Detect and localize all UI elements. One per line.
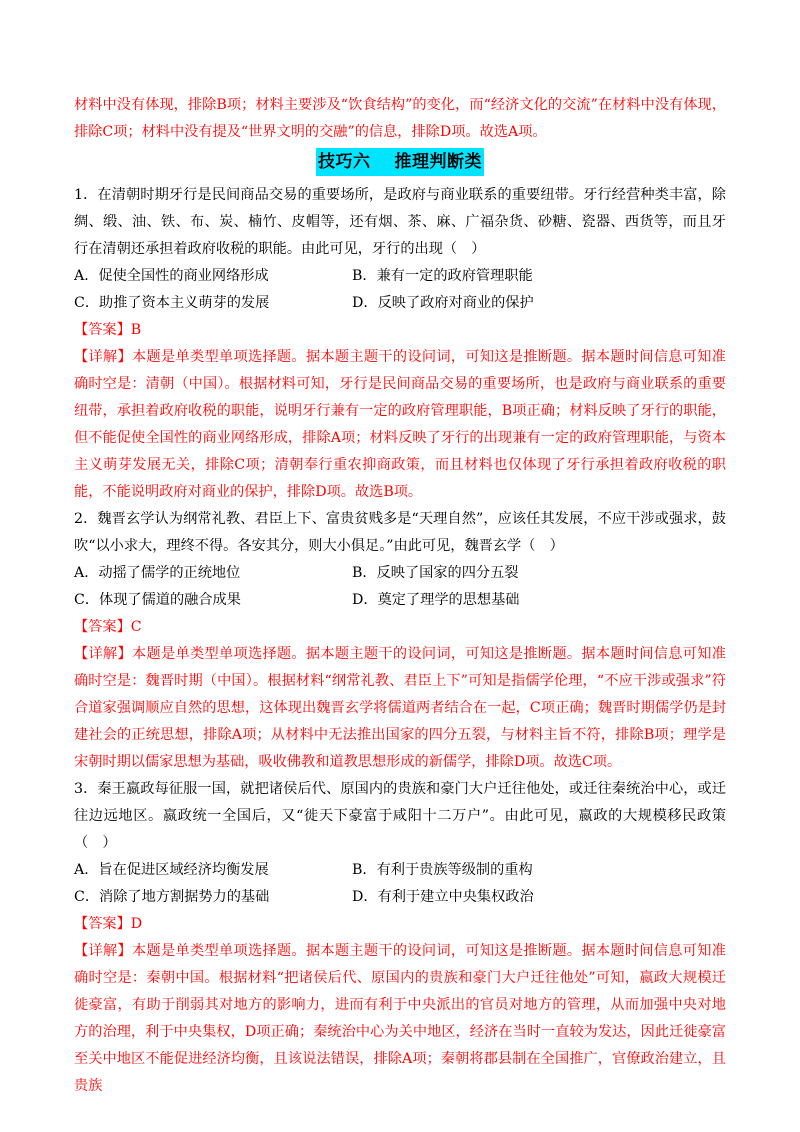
section-heading-part1: 技巧六 bbox=[318, 152, 371, 172]
explanation bbox=[74, 344, 726, 506]
question-stem: 3．秦王嬴政每征服一国，就把诸侯后代、原国内的贵族和豪门大户迁往他处，或迁往秦统治中心，或迁往边远地区。嬴政统一全国后，又“徙天下豪富于咸阳十二万户”。由此可见，嬴政的大规模移民政策（ ） bbox=[74, 781, 726, 851]
explanation-label: 【详解】 bbox=[74, 943, 132, 959]
option-b: B．兼有一定的政府管理职能 bbox=[352, 268, 533, 284]
options-grid bbox=[74, 857, 726, 911]
question-3 bbox=[74, 776, 726, 1100]
answer-line bbox=[74, 317, 726, 344]
answer-label: 【答案】 bbox=[74, 916, 131, 932]
explanation-label: 【详解】 bbox=[74, 646, 132, 662]
question-2 bbox=[74, 506, 726, 776]
option-d: D．有利于建立中央集权政治 bbox=[352, 889, 534, 905]
answer-value: D bbox=[130, 916, 143, 932]
answer-label: 【答案】 bbox=[74, 619, 131, 635]
question-stem: 2．魏晋玄学认为纲常礼教、君臣上下、富贵贫贱多是“天理自然”，应该任其发展，不应干涉或强求，鼓吹“以小求大，理终不得。各安其分，则大小俱足。”由此可见，魏晋玄学（ ） bbox=[74, 511, 726, 554]
section-heading-part2: 推理判断类 bbox=[394, 152, 482, 172]
document-page bbox=[74, 92, 726, 1100]
question-stem: 1．在清朝时期牙行是民间商品交易的重要场所，是政府与商业联系的重要纽带。牙行经营种类丰富，除绸、缎、油、铁、布、炭、楠竹、皮帽等，还有烟、茶、麻、广福杂货、砂糖、瓷器、西货等，而且牙行在清朝还承担着政府收税的职能。由此可见，牙行的出现（ ） bbox=[74, 187, 726, 257]
explanation bbox=[74, 641, 726, 776]
answer-value: B bbox=[130, 322, 142, 338]
question-1 bbox=[74, 182, 726, 506]
answer-value: C bbox=[130, 619, 142, 635]
option-b: B．反映了国家的四分五裂 bbox=[352, 565, 519, 581]
explanation-text: 本题是单类型单项选择题。据本题主题干的设问词，可知这是推断题。据本题时间信息可知准确时空是：魏晋时期（中国）。根据材料“纲常礼教、君臣上下”可知是指儒学伦理，“不应干涉或强求”符合道家强调顺应自然的思想，这体现出魏晋玄学将儒道两者结合在一起，C项正确；魏晋时期儒学仍是封建社会的正统思想，排除A项；从材料中无法推出国家的四分五裂，与材料主旨不符，排除B项；理学是宋朝时期以儒家思想为基础，吸收佛教和道教思想形成的新儒学，排除D项。故选C项。 bbox=[74, 646, 726, 770]
section-heading-wrap bbox=[74, 148, 726, 182]
option-a: A．动摇了儒学的正统地位 bbox=[74, 565, 241, 581]
explanation-label: 【详解】 bbox=[74, 349, 132, 365]
option-d: D．奠定了理学的思想基础 bbox=[352, 592, 520, 608]
section-heading bbox=[316, 148, 484, 176]
option-c: C．体现了儒道的融合成果 bbox=[74, 592, 241, 608]
option-c: C．消除了地方割据势力的基础 bbox=[74, 889, 270, 905]
option-c: C．助推了资本主义萌芽的发展 bbox=[74, 295, 270, 311]
answer-label: 【答案】 bbox=[74, 322, 131, 338]
option-a: A．促使全国性的商业网络形成 bbox=[74, 268, 269, 284]
answer-line bbox=[74, 614, 726, 641]
option-a: A．旨在促进区域经济均衡发展 bbox=[74, 862, 269, 878]
options-grid bbox=[74, 560, 726, 614]
explanation bbox=[74, 938, 726, 1100]
answer-line bbox=[74, 911, 726, 938]
previous-explanation-tail: 材料中没有体现，排除B项；材料主要涉及“饮食结构”的变化，而“经济文化的交流”在材料中没有体现，排除C项；材料中没有提及“世界文明的交融”的信息，排除D项。故选A项。 bbox=[74, 97, 726, 140]
option-b: B．有利于贵族等级制的重构 bbox=[352, 862, 533, 878]
explanation-text: 本题是单类型单项选择题。据本题主题干的设问词，可知这是推断题。据本题时间信息可知准确时空是：秦朝中国。根据材料“把诸侯后代、原国内的贵族和豪门大户迁往他处”可知，嬴政大规模迁徙豪富，有助于削弱其对地方的影响力，进而有利于中央派出的官员对地方的管理，从而加强中央对地方的治理，利于中央集权，D项正确；秦统治中心为关中地区，经济在当时一直较为发达，因此迁徙豪富至关中地区不能促进经济均衡，且该说法错误，排除A项；秦朝将郡县制在全国推广，官僚政治建立，且贵族 bbox=[74, 943, 726, 1094]
option-d: D．反映了政府对商业的保护 bbox=[352, 295, 534, 311]
options-grid bbox=[74, 263, 726, 317]
explanation-text: 本题是单类型单项选择题。据本题主题干的设问词，可知这是推断题。据本题时间信息可知准确时空是：清朝（中国）。根据材料可知，牙行是民间商品交易的重要场所，也是政府与商业联系的重要纽带，承担着政府收税的职能，说明牙行兼有一定的政府管理职能，B项正确；材料反映了牙行的职能，但不能促使全国性的商业网络形成，排除A项；材料反映了牙行的出现兼有一定的政府管理职能，与资本主义萌芽发展无关，排除C项；清朝奉行重农抑商政策，而且材料也仅体现了牙行承担着政府收税的职能，不能说明政府对商业的保护，排除D项。故选B项。 bbox=[74, 349, 726, 500]
